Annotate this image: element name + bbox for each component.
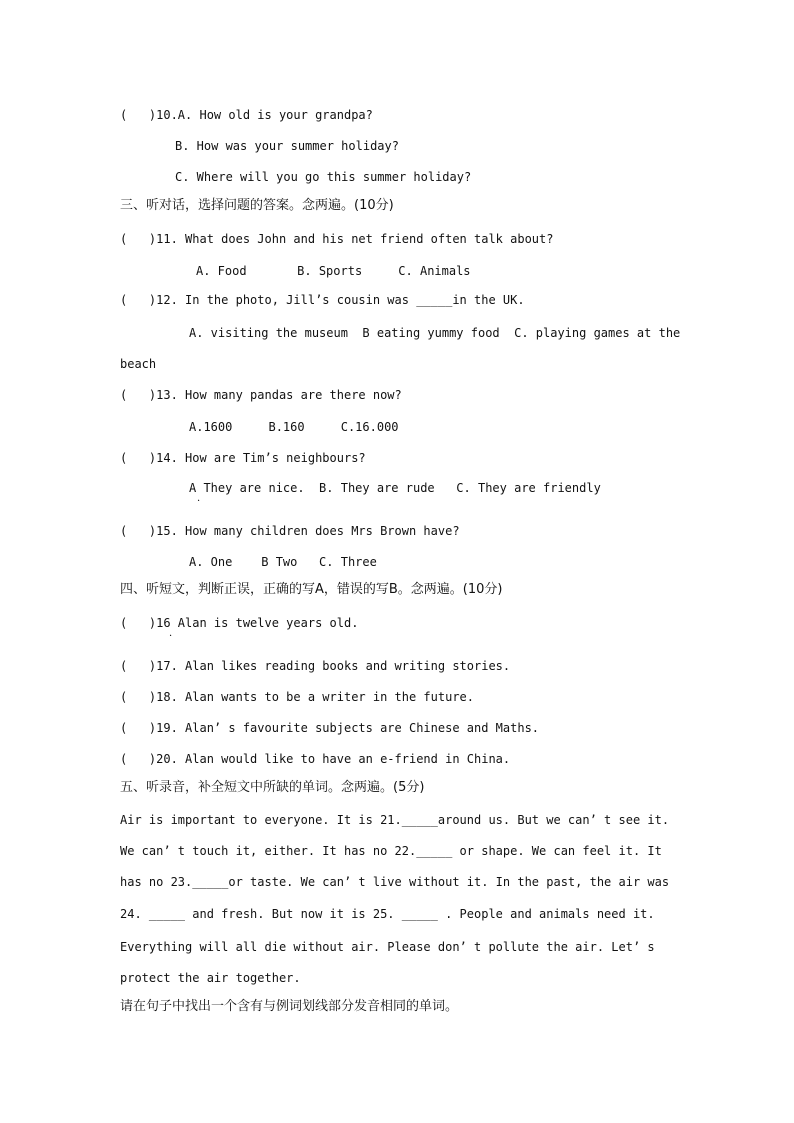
passage-line-3: has no 23._____or taste. We can’ t live without it. In the past, the air was: [120, 875, 670, 889]
question-20: ( )20. Alan would like to have an e-friend in China.: [120, 752, 511, 766]
section-3-heading: 三、听对话，选择问题的答案。念两遍。(10分): [120, 198, 394, 213]
q11-options: A. Food B. Sports C. Animals: [196, 264, 471, 278]
passage-line-6: protect the air together.: [120, 971, 301, 985]
q12-options-wrap: beach: [120, 357, 157, 371]
q13-options: A.1600 B.160 C.16.000: [189, 420, 399, 434]
question-12: ( )12. In the photo, Jill’s cousin was _____in the UK.: [120, 293, 525, 307]
question-17: ( )17. Alan likes reading books and writing stories.: [120, 659, 511, 673]
section-6-instruction: 请在句子中找出一个含有与例词划线部分发音相同的单词。: [120, 999, 459, 1014]
question-11: ( )11. What does John and his net friend often talk about?: [120, 232, 554, 246]
q15-options: A. One B Two C. Three: [189, 555, 377, 569]
q10-option-c: C. Where will you go this summer holiday?: [175, 170, 472, 184]
question-15: ( )15. How many children does Mrs Brown have?: [120, 524, 460, 538]
q12-options: A. visiting the museum B eating yummy food C. playing games at the: [189, 326, 681, 340]
question-16: ( )16 Alan is twelve years old.: [120, 616, 359, 630]
passage-line-1: Air is important to everyone. It is 21._____around us. But we can’ t see it.: [120, 813, 670, 827]
section-5-heading: 五、听录音，补全短文中所缺的单词。念两遍。(5分): [120, 780, 425, 795]
question-10: ( )10.A. How old is your grandpa?: [120, 108, 373, 122]
question-18: ( )18. Alan wants to be a writer in the future.: [120, 690, 475, 704]
question-19: ( )19. Alan’ s favourite subjects are Chinese and Maths.: [120, 721, 540, 735]
passage-line-2: We can’ t touch it, either. It has no 22._____ or shape. We can feel it. It: [120, 844, 662, 858]
stray-dot-mark-2: ·: [169, 631, 173, 642]
q10-option-b: B. How was your summer holiday?: [175, 139, 399, 153]
passage-line-4: 24. _____ and fresh. But now it is 25. _____ . People and animals need it.: [120, 907, 655, 921]
question-14: ( )14. How are Tim’s neighbours?: [120, 451, 366, 465]
question-13: ( )13. How many pandas are there now?: [120, 388, 402, 402]
stray-dot-mark: ·: [197, 496, 201, 507]
passage-line-5: Everything will all die without air. Please don’ t pollute the air. Let’ s: [120, 940, 655, 954]
q14-options: A They are nice. B. They are rude C. They are friendly: [189, 481, 601, 495]
section-4-heading: 四、听短文，判断正误，正确的写A，错误的写B。念两遍。(10分): [120, 582, 503, 597]
